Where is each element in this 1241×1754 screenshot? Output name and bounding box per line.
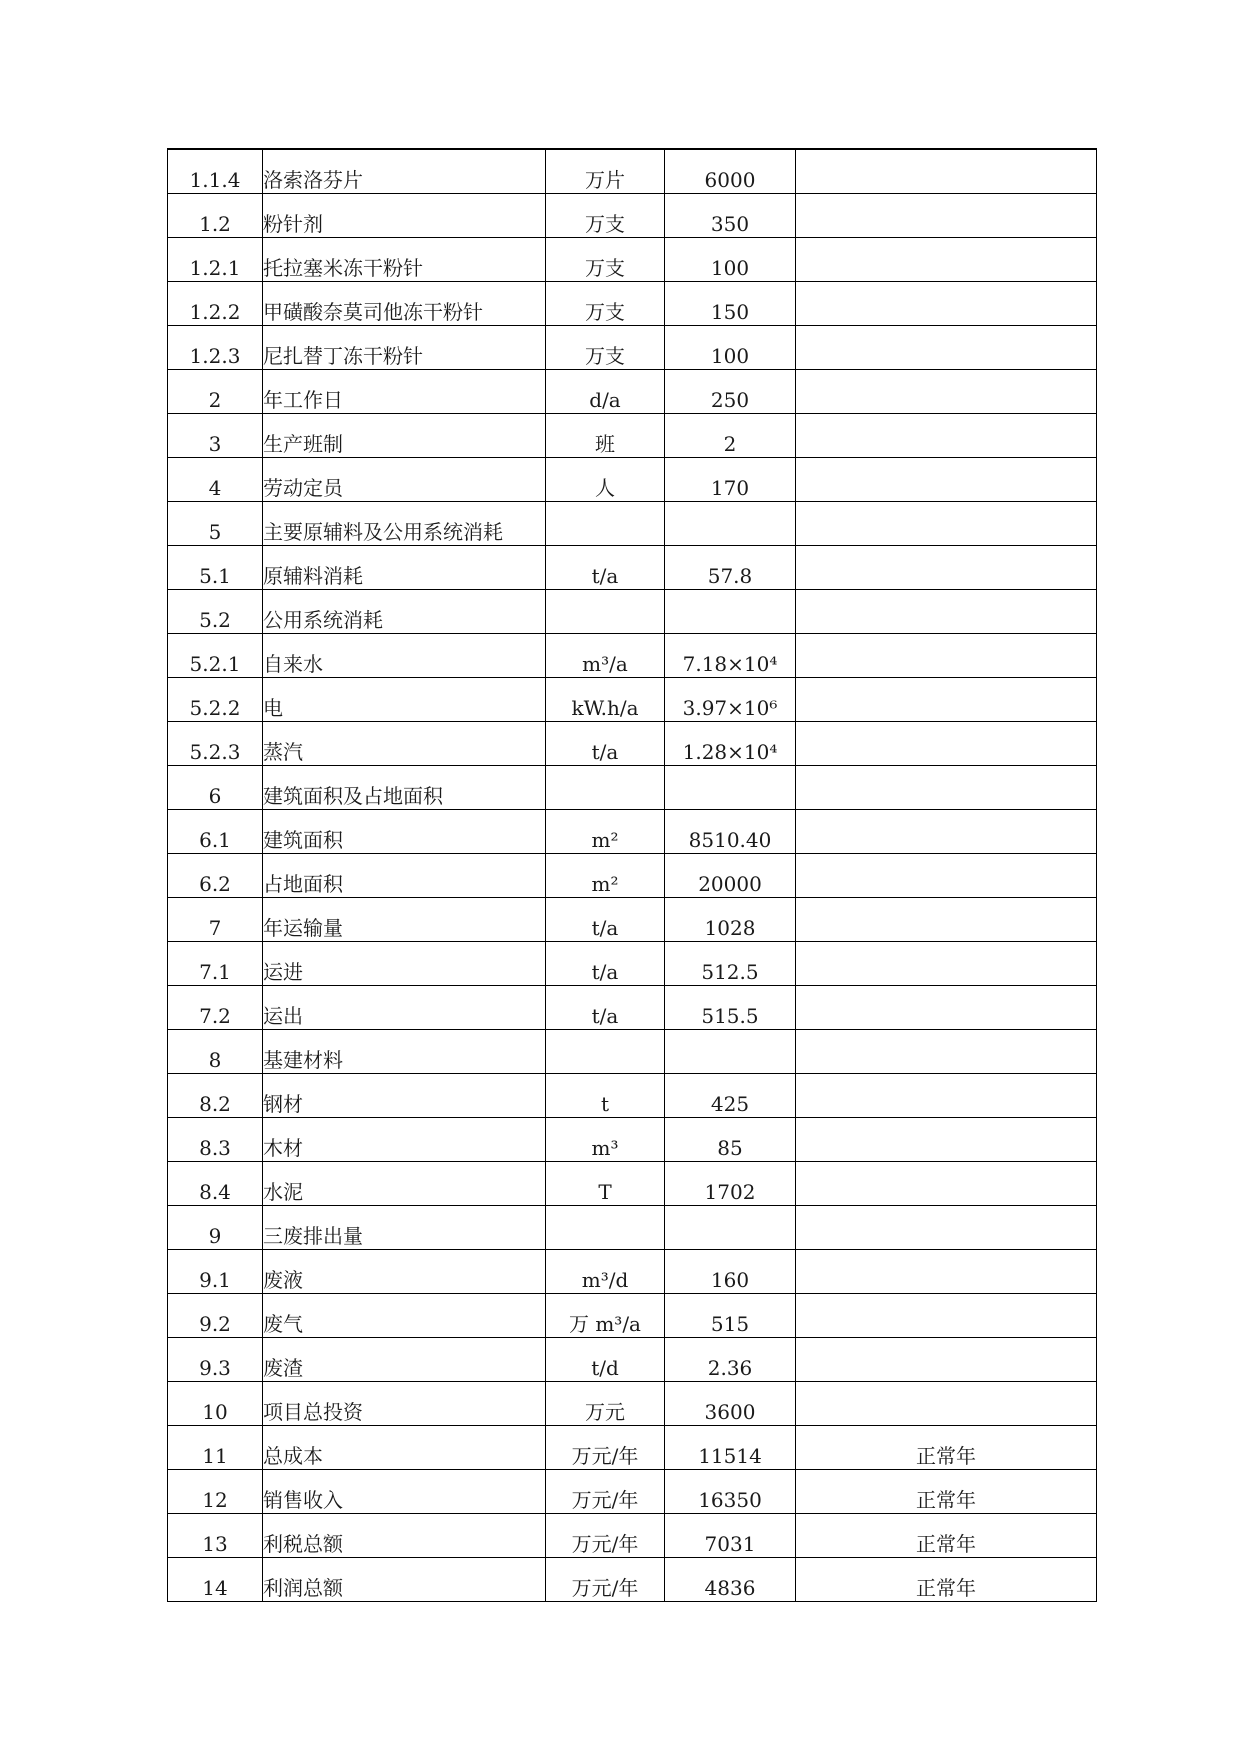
unit-cell: 万元/年 <box>546 1514 665 1558</box>
table-row <box>168 1338 1097 1382</box>
unit-cell <box>546 1206 665 1250</box>
item-number-cell: 9.3 <box>168 1338 263 1382</box>
value-cell: 100 <box>665 238 796 282</box>
unit-cell: 万支 <box>546 194 665 238</box>
remark-cell <box>796 1074 1097 1118</box>
item-name-cell: 年运输量 <box>263 898 546 942</box>
table-row <box>168 1074 1097 1118</box>
item-name-cell: 洛索洛芬片 <box>263 149 546 194</box>
unit-cell: 万支 <box>546 326 665 370</box>
unit-cell: t/a <box>546 546 665 590</box>
table-row <box>168 1162 1097 1206</box>
remark-cell <box>796 1294 1097 1338</box>
remark-cell <box>796 854 1097 898</box>
item-number-cell: 7 <box>168 898 263 942</box>
table-row <box>168 458 1097 502</box>
item-name-cell: 总成本 <box>263 1426 546 1470</box>
unit-cell <box>546 1030 665 1074</box>
value-cell: 6000 <box>665 149 796 194</box>
unit-cell: m² <box>546 854 665 898</box>
table-row <box>168 326 1097 370</box>
unit-cell: m³ <box>546 1118 665 1162</box>
value-cell: 8510.40 <box>665 810 796 854</box>
item-number-cell: 1.1.4 <box>168 149 263 194</box>
value-cell: 3.97×10⁶ <box>665 678 796 722</box>
remark-cell <box>796 458 1097 502</box>
unit-cell: m³/d <box>546 1250 665 1294</box>
unit-cell: 万元/年 <box>546 1558 665 1602</box>
table-row <box>168 590 1097 634</box>
table-row <box>168 238 1097 282</box>
table-row <box>168 634 1097 678</box>
value-cell: 2 <box>665 414 796 458</box>
item-name-cell: 公用系统消耗 <box>263 590 546 634</box>
value-cell: 20000 <box>665 854 796 898</box>
value-cell: 250 <box>665 370 796 414</box>
item-name-cell: 三废排出量 <box>263 1206 546 1250</box>
value-cell: 1.28×10⁴ <box>665 722 796 766</box>
value-cell: 3600 <box>665 1382 796 1426</box>
value-cell: 57.8 <box>665 546 796 590</box>
unit-cell: T <box>546 1162 665 1206</box>
unit-cell: t/a <box>546 722 665 766</box>
remark-cell <box>796 326 1097 370</box>
item-name-cell: 运进 <box>263 942 546 986</box>
unit-cell: 人 <box>546 458 665 502</box>
unit-cell: 万元/年 <box>546 1426 665 1470</box>
remark-cell: 正常年 <box>796 1426 1097 1470</box>
unit-cell: t/a <box>546 898 665 942</box>
remark-cell <box>796 1118 1097 1162</box>
table-row <box>168 1206 1097 1250</box>
value-cell <box>665 1206 796 1250</box>
table-row <box>168 986 1097 1030</box>
table-row <box>168 1118 1097 1162</box>
remark-cell <box>796 194 1097 238</box>
item-name-cell: 利税总额 <box>263 1514 546 1558</box>
item-name-cell: 占地面积 <box>263 854 546 898</box>
table-row <box>168 722 1097 766</box>
item-number-cell: 5 <box>168 502 263 546</box>
remark-cell: 正常年 <box>796 1514 1097 1558</box>
item-name-cell: 运出 <box>263 986 546 1030</box>
value-cell: 11514 <box>665 1426 796 1470</box>
item-name-cell: 年工作日 <box>263 370 546 414</box>
value-cell: 170 <box>665 458 796 502</box>
item-number-cell: 11 <box>168 1426 263 1470</box>
item-number-cell: 10 <box>168 1382 263 1426</box>
remark-cell <box>796 678 1097 722</box>
value-cell: 425 <box>665 1074 796 1118</box>
value-cell <box>665 590 796 634</box>
unit-cell: 班 <box>546 414 665 458</box>
table-row <box>168 282 1097 326</box>
item-number-cell: 14 <box>168 1558 263 1602</box>
remark-cell <box>796 1382 1097 1426</box>
remark-cell <box>796 238 1097 282</box>
value-cell: 100 <box>665 326 796 370</box>
item-name-cell: 废气 <box>263 1294 546 1338</box>
value-cell: 16350 <box>665 1470 796 1514</box>
remark-cell <box>796 282 1097 326</box>
item-name-cell: 粉针剂 <box>263 194 546 238</box>
table-row <box>168 1382 1097 1426</box>
item-name-cell: 托拉塞米冻干粉针 <box>263 238 546 282</box>
table-row <box>168 942 1097 986</box>
item-number-cell: 5.2 <box>168 590 263 634</box>
table-row <box>168 370 1097 414</box>
table-row <box>168 502 1097 546</box>
table-row <box>168 678 1097 722</box>
unit-cell: 万支 <box>546 238 665 282</box>
remark-cell <box>796 370 1097 414</box>
remark-cell <box>796 590 1097 634</box>
unit-cell: kW.h/a <box>546 678 665 722</box>
value-cell: 515.5 <box>665 986 796 1030</box>
item-name-cell: 甲磺酸奈莫司他冻干粉针 <box>263 282 546 326</box>
remark-cell <box>796 1250 1097 1294</box>
item-number-cell: 1.2.3 <box>168 326 263 370</box>
item-number-cell: 5.2.3 <box>168 722 263 766</box>
unit-cell: 万元 <box>546 1382 665 1426</box>
value-cell: 1702 <box>665 1162 796 1206</box>
remark-cell <box>796 1162 1097 1206</box>
remark-cell <box>796 634 1097 678</box>
remark-cell <box>796 986 1097 1030</box>
item-number-cell: 7.2 <box>168 986 263 1030</box>
item-number-cell: 1.2 <box>168 194 263 238</box>
item-number-cell: 6.2 <box>168 854 263 898</box>
unit-cell <box>546 590 665 634</box>
item-name-cell: 电 <box>263 678 546 722</box>
item-number-cell: 9.2 <box>168 1294 263 1338</box>
unit-cell: 万支 <box>546 282 665 326</box>
value-cell: 1028 <box>665 898 796 942</box>
item-name-cell: 蒸汽 <box>263 722 546 766</box>
item-name-cell: 项目总投资 <box>263 1382 546 1426</box>
table-row <box>168 1250 1097 1294</box>
unit-cell <box>546 502 665 546</box>
item-name-cell: 建筑面积及占地面积 <box>263 766 546 810</box>
item-name-cell: 基建材料 <box>263 1030 546 1074</box>
item-name-cell: 尼扎替丁冻干粉针 <box>263 326 546 370</box>
table-row <box>168 810 1097 854</box>
item-number-cell: 4 <box>168 458 263 502</box>
item-number-cell: 3 <box>168 414 263 458</box>
item-number-cell: 9.1 <box>168 1250 263 1294</box>
table-row <box>168 898 1097 942</box>
table-body <box>168 149 1097 1602</box>
table-row <box>168 766 1097 810</box>
item-name-cell: 劳动定员 <box>263 458 546 502</box>
item-name-cell: 利润总额 <box>263 1558 546 1602</box>
value-cell: 515 <box>665 1294 796 1338</box>
technical-economic-indicators-table <box>167 148 1097 1602</box>
item-number-cell: 6.1 <box>168 810 263 854</box>
item-number-cell: 5.2.2 <box>168 678 263 722</box>
item-number-cell: 1.2.2 <box>168 282 263 326</box>
item-number-cell: 8.3 <box>168 1118 263 1162</box>
value-cell: 160 <box>665 1250 796 1294</box>
remark-cell <box>796 502 1097 546</box>
item-name-cell: 自来水 <box>263 634 546 678</box>
item-number-cell: 8.2 <box>168 1074 263 1118</box>
item-name-cell: 钢材 <box>263 1074 546 1118</box>
remark-cell: 正常年 <box>796 1470 1097 1514</box>
item-name-cell: 原辅料消耗 <box>263 546 546 590</box>
unit-cell: 万片 <box>546 149 665 194</box>
value-cell: 85 <box>665 1118 796 1162</box>
remark-cell <box>796 414 1097 458</box>
table-row <box>168 1294 1097 1338</box>
item-number-cell: 8 <box>168 1030 263 1074</box>
value-cell <box>665 502 796 546</box>
item-number-cell: 2 <box>168 370 263 414</box>
item-name-cell: 销售收入 <box>263 1470 546 1514</box>
item-name-cell: 生产班制 <box>263 414 546 458</box>
value-cell: 7.18×10⁴ <box>665 634 796 678</box>
unit-cell: t/a <box>546 986 665 1030</box>
value-cell: 350 <box>665 194 796 238</box>
item-name-cell: 废液 <box>263 1250 546 1294</box>
value-cell: 2.36 <box>665 1338 796 1382</box>
item-name-cell: 主要原辅料及公用系统消耗 <box>263 502 546 546</box>
item-name-cell: 废渣 <box>263 1338 546 1382</box>
unit-cell: m³/a <box>546 634 665 678</box>
item-number-cell: 8.4 <box>168 1162 263 1206</box>
remark-cell <box>796 722 1097 766</box>
item-number-cell: 12 <box>168 1470 263 1514</box>
item-name-cell: 建筑面积 <box>263 810 546 854</box>
table-row <box>168 1558 1097 1602</box>
remark-cell <box>796 1030 1097 1074</box>
unit-cell: 万元/年 <box>546 1470 665 1514</box>
table-row <box>168 546 1097 590</box>
table-row <box>168 1030 1097 1074</box>
table-row <box>168 149 1097 194</box>
table-row <box>168 194 1097 238</box>
value-cell: 7031 <box>665 1514 796 1558</box>
item-number-cell: 1.2.1 <box>168 238 263 282</box>
value-cell: 150 <box>665 282 796 326</box>
remark-cell: 正常年 <box>796 1558 1097 1602</box>
item-number-cell: 7.1 <box>168 942 263 986</box>
remark-cell <box>796 898 1097 942</box>
item-number-cell: 5.2.1 <box>168 634 263 678</box>
document-page <box>167 148 1097 1602</box>
item-number-cell: 6 <box>168 766 263 810</box>
table-row <box>168 1470 1097 1514</box>
unit-cell: m² <box>546 810 665 854</box>
remark-cell <box>796 149 1097 194</box>
value-cell: 4836 <box>665 1558 796 1602</box>
value-cell <box>665 766 796 810</box>
item-number-cell: 9 <box>168 1206 263 1250</box>
item-number-cell: 5.1 <box>168 546 263 590</box>
unit-cell: t/a <box>546 942 665 986</box>
unit-cell: 万 m³/a <box>546 1294 665 1338</box>
unit-cell <box>546 766 665 810</box>
table-row <box>168 414 1097 458</box>
table-row <box>168 1426 1097 1470</box>
table-row <box>168 854 1097 898</box>
unit-cell: t <box>546 1074 665 1118</box>
remark-cell <box>796 1338 1097 1382</box>
item-name-cell: 水泥 <box>263 1162 546 1206</box>
remark-cell <box>796 766 1097 810</box>
remark-cell <box>796 546 1097 590</box>
item-number-cell: 13 <box>168 1514 263 1558</box>
item-name-cell: 木材 <box>263 1118 546 1162</box>
value-cell <box>665 1030 796 1074</box>
remark-cell <box>796 942 1097 986</box>
table-row <box>168 1514 1097 1558</box>
remark-cell <box>796 1206 1097 1250</box>
value-cell: 512.5 <box>665 942 796 986</box>
unit-cell: d/a <box>546 370 665 414</box>
unit-cell: t/d <box>546 1338 665 1382</box>
remark-cell <box>796 810 1097 854</box>
